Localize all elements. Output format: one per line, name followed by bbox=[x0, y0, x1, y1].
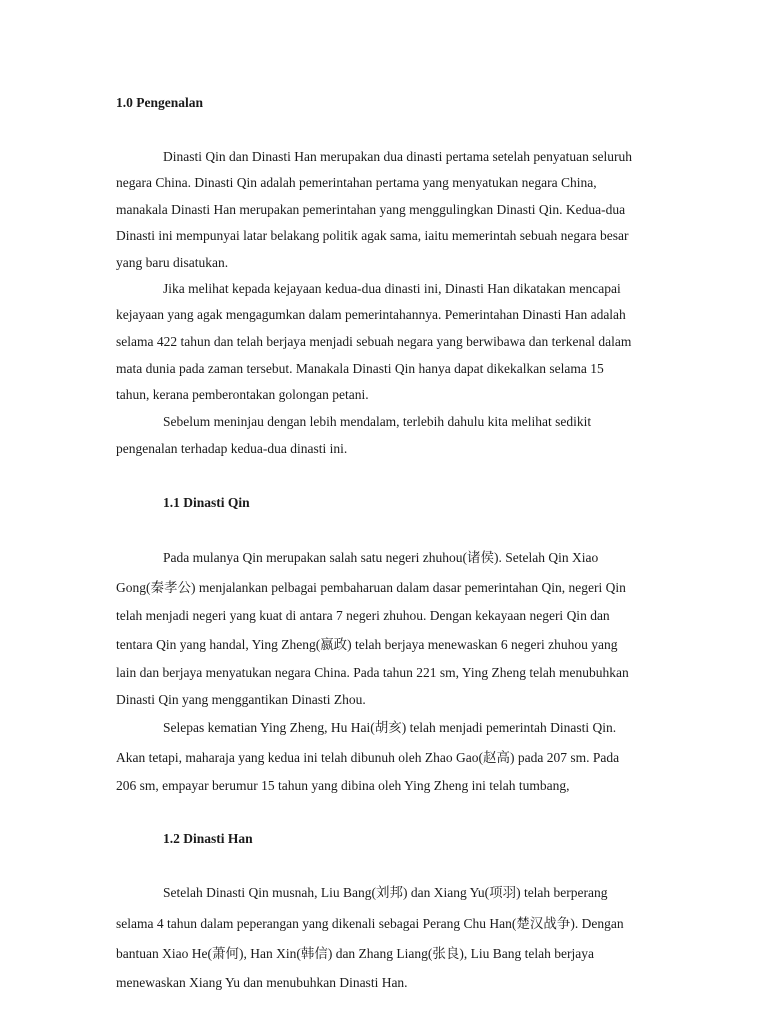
paragraph-line: negara China. Dinasti Qin adalah pemerintahan pertama yang menyatukan negara China, bbox=[116, 175, 597, 190]
paragraph-line: yang baru disatukan. bbox=[116, 255, 229, 270]
heading-pengenalan: 1.0 Pengenalan bbox=[116, 95, 204, 110]
paragraph-line: tentara Qin yang handal, Ying Zheng(嬴政) telah berjaya menewaskan 6 negeri zhuhou yang bbox=[116, 637, 618, 652]
paragraph-line: mata dunia pada zaman tersebut. Manakala Dinasti Qin hanya dapat dikekalkan selama 15 bbox=[116, 361, 604, 376]
paragraph-line: Dinasti Qin yang menggantikan Dinasti Zhou. bbox=[116, 692, 366, 707]
paragraph-line: Dinasti Qin dan Dinasti Han merupakan dua dinasti pertama setelah penyatuan seluruh bbox=[163, 149, 632, 164]
paragraph-line: kejayaan yang agak mengagumkan dalam pemerintahannya. Pemerintahan Dinasti Han adalah bbox=[116, 307, 626, 322]
paragraph-line: Selepas kematian Ying Zheng, Hu Hai(胡亥) telah menjadi pemerintah Dinasti Qin. bbox=[163, 720, 617, 735]
paragraph-line: telah menjadi negeri yang kuat di antara 7 negeri zhuhou. Dengan kekayaan negeri Qin dan bbox=[116, 608, 610, 623]
paragraph-line: Jika melihat kepada kejayaan kedua-dua dinasti ini, Dinasti Han dikatakan mencapai bbox=[163, 281, 621, 296]
heading-dinasti-qin: 1.1 Dinasti Qin bbox=[163, 495, 250, 510]
paragraph-line: Dinasti ini mempunyai latar belakang politik agak sama, iaitu memerintah sebuah negara besar bbox=[116, 228, 629, 243]
paragraph-line: menewaskan Xiang Yu dan menubuhkan Dinasti Han. bbox=[116, 975, 408, 990]
paragraph-line: 206 sm, empayar berumur 15 tahun yang dibina oleh Ying Zheng ini telah tumbang, bbox=[116, 778, 570, 793]
paragraph-line: Sebelum meninjau dengan lebih mendalam, terlebih dahulu kita melihat sedikit bbox=[163, 414, 592, 429]
paragraph-line: pengenalan terhadap kedua-dua dinasti ini. bbox=[116, 441, 348, 456]
paragraph-line: Setelah Dinasti Qin musnah, Liu Bang(刘邦) dan Xiang Yu(项羽) telah berperang bbox=[163, 885, 608, 900]
paragraph-line: manakala Dinasti Han merupakan pemerintahan yang menggulingkan Dinasti Qin. Kedua-dua bbox=[116, 202, 626, 217]
paragraph-line: tahun, kerana pemberontakan golongan petani. bbox=[116, 387, 369, 402]
paragraph-line: lain dan berjaya menyatukan negara China. Pada tahun 221 sm, Ying Zheng telah menubuhkan bbox=[116, 665, 629, 680]
paragraph-line: selama 4 tahun dalam peperangan yang dikenali sebagai Perang Chu Han(楚汉战争). Dengan bbox=[116, 916, 624, 931]
paragraph-line: Akan tetapi, maharaja yang kedua ini telah dibunuh oleh Zhao Gao(赵高) pada 207 sm. Pada bbox=[116, 750, 620, 765]
paragraph-line: selama 422 tahun dan telah berjaya menjadi sebuah negara yang berwibawa dan terkenal dalam bbox=[116, 334, 632, 349]
paragraph-line: Gong(秦孝公) menjalankan pelbagai pembaharuan dalam dasar pemerintahan Qin, negeri Qin bbox=[116, 580, 626, 595]
paragraph-line: bantuan Xiao He(萧何), Han Xin(韩信) dan Zhang Liang(张良), Liu Bang telah berjaya bbox=[116, 946, 594, 961]
heading-dinasti-han: 1.2 Dinasti Han bbox=[163, 831, 253, 846]
paragraph-line: Pada mulanya Qin merupakan salah satu negeri zhuhou(诸侯). Setelah Qin Xiao bbox=[163, 550, 599, 565]
